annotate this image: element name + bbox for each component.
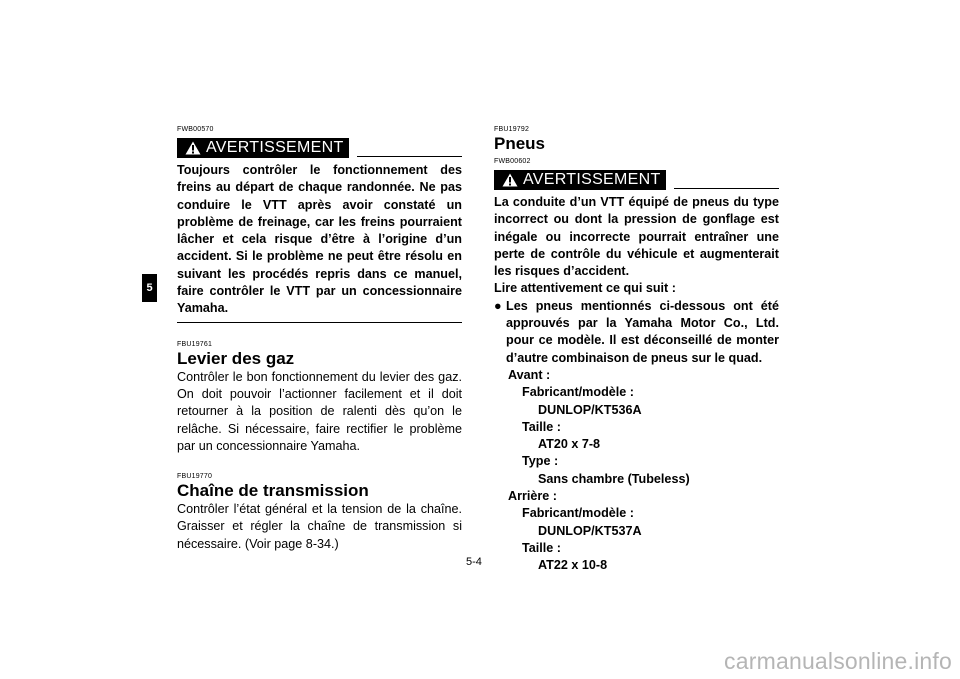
warning-rule — [357, 156, 462, 157]
warning-header — [177, 134, 462, 158]
warning-code: FWB00570 — [177, 126, 214, 133]
warning-rule — [674, 188, 779, 189]
rear-maker-value: DUNLOP/KT537A — [538, 523, 642, 538]
rear-maker-label: Fabricant/modèle : — [522, 506, 634, 521]
warning-triangle-icon — [185, 141, 201, 155]
bullet-icon: ● — [494, 298, 502, 313]
warning-header — [494, 166, 779, 190]
section-code: FBU19761 — [177, 340, 213, 348]
list-item — [494, 298, 779, 367]
rear-label: Arrière : — [508, 489, 557, 504]
front-size-value: AT20 x 7-8 — [538, 437, 601, 452]
warning-label: AVERTISSEMENT — [206, 139, 344, 156]
section-chain — [177, 473, 462, 553]
section-title: Levier des gaz — [177, 348, 295, 368]
front-type-value: Sans chambre (Tubeless) — [538, 471, 690, 486]
rear-size-label: Taille : — [522, 540, 561, 555]
front-maker-value: DUNLOP/KT536A — [538, 402, 642, 417]
left-column — [177, 126, 462, 553]
warning-text: Toujours contrôler le fonctionnement des freins au départ de chaque randonnée. Ne pas conduire le VTT après avoir constaté un problème de freinage, car les freins pourraient lâcher et cela risque d’être à l’origine d’un accident. Si le problème ne peut être résolu en suivant les procédés repris dans ce manuel, faire contrôler le VTT par un concessionnaire Yamaha. — [177, 163, 462, 316]
bullet-text: Les pneus mentionnés ci-dessous ont été approuvés par la Yamaha Motor Co., Ltd. pour ce modèle. Il est déconseillé de monter d’autre combinaison de pneus sur le quad. — [506, 298, 779, 365]
section-title: Pneus — [494, 134, 546, 153]
section-code: FBU19792 — [494, 126, 530, 133]
warning-badge — [494, 170, 666, 190]
section-code: FBU19770 — [177, 473, 213, 481]
warning-end-rule — [177, 322, 462, 323]
rear-size-value: AT22 x 10-8 — [538, 558, 608, 573]
section-body: Contrôler le bon fonctionnement du levier des gaz. On doit pouvoir l’actionner facilement et il doit retourner à la position de ralenti dès qu’on le relâche. Si nécessaire, faire rectifier le problème par un concessionnaire Yamaha. — [177, 369, 462, 453]
warning-code: FWB00602 — [494, 158, 531, 165]
warning-badge — [177, 138, 349, 158]
warning-triangle-icon — [502, 173, 518, 187]
chapter-tab: 5 — [142, 274, 157, 302]
front-maker-label: Fabricant/modèle : — [522, 385, 634, 400]
watermark: carmanualsonline.info — [724, 648, 952, 674]
read-note: Lire attentivement ce qui suit : — [494, 281, 676, 296]
warning-text: La conduite d’un VTT équipé de pneus du type incorrect ou dont la pression de gonflage est inégale ou incorrecte pourrait entraîner une perte de contrôle du véhicule et augmenterait les risques d’accident. — [494, 195, 779, 279]
right-column — [494, 126, 779, 575]
section-throttle — [177, 341, 462, 455]
front-label: Avant : — [508, 367, 551, 382]
front-size-label: Taille : — [522, 419, 561, 434]
front-type-label: Type : — [522, 454, 559, 469]
warning-label: AVERTISSEMENT — [523, 171, 661, 188]
page-number: 5-4 — [466, 556, 482, 568]
section-title: Chaîne de transmission — [177, 481, 369, 501]
section-body: Contrôler l’état général et la tension de la chaîne. Graisser et régler la chaîne de transmission si nécessaire. (Voir page 8-34.) — [177, 502, 462, 551]
